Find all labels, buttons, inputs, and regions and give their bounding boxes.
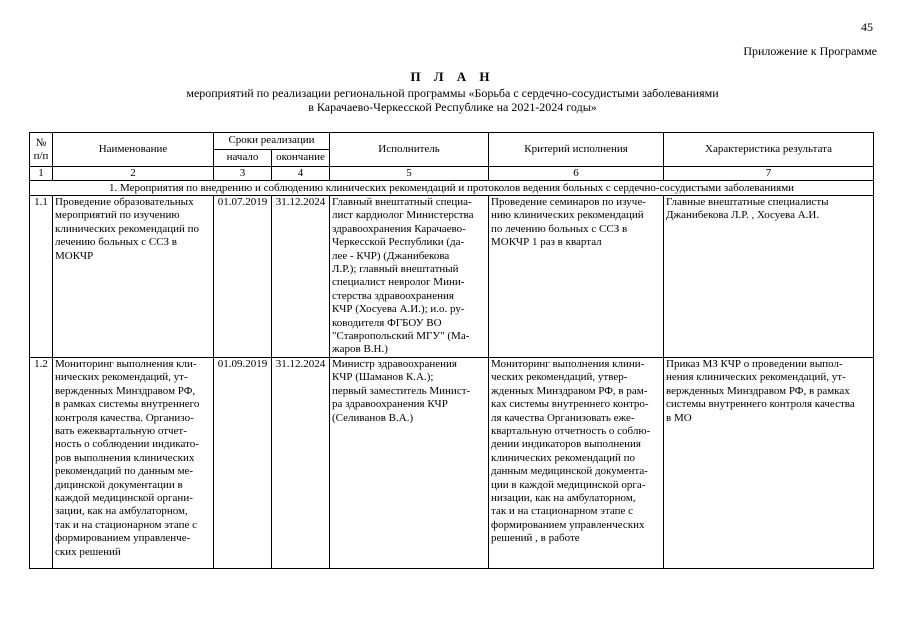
row-start: 01.09.2019 (214, 357, 272, 568)
col-number: 6 (489, 167, 664, 181)
header-terms: Сроки реализации (214, 133, 330, 150)
section-title: 1. Мероприятия по внедрению и соблюдению клинических рекомендаций и протоколов ведения больных с сердечно-сосудистыми заболеваниями (30, 181, 874, 196)
document-subtitle-line-1: мероприятий по реализации региональной программы «Борьба с сердечно-сосудистыми заболеваниями (186, 86, 719, 100)
table-row (30, 357, 874, 568)
header-criterion: Критерий исполнения (489, 133, 664, 167)
document-subtitle-line-2: в Карачаево-Черкесской Республике на 2021-2024 годы» (308, 100, 597, 114)
col-number: 5 (330, 167, 489, 181)
header-start: начало (214, 150, 272, 167)
row-criterion: Проведение семинаров по изуче- нию клинических рекомендаций по лечению больных с ССЗ в МОКЧР 1 раз в квартал (489, 196, 664, 358)
row-end: 31.12.2024 (272, 357, 330, 568)
row-name: Мониторинг выполнения кли- нических рекомендаций, ут- вержденных Минздравом РФ, в рамках системы внутреннего контроля качества. Организо- вать ежеквартальную отчет- ность о соблюдении индикато- ров выполнения клинических рекомендаций по данным ме- дицинской документации в каждой медицинской органи- зации, как на амбулаторном, так и на стационарном этапе с формированием управленче- ских решений (53, 357, 214, 568)
table-row (30, 196, 874, 358)
row-result: Главные внештатные специалисты Джанибекова Л.Р. , Хосуева А.И. (664, 196, 874, 358)
row-result: Приказ МЗ КЧР о проведении выпол- нения клинических рекомендаций, ут- вержденных Минздравом РФ, в рамках системы внутреннего контроля качества в МО (664, 357, 874, 568)
row-number: 1.2 (30, 357, 53, 568)
header-executor: Исполнитель (330, 133, 489, 167)
col-number: 4 (272, 167, 330, 181)
appendix-label: Приложение к Программе (743, 44, 877, 58)
column-number-row (30, 167, 874, 181)
col-number: 1 (30, 167, 53, 181)
header-result: Характеристика результата (664, 133, 874, 167)
plan-table (29, 132, 874, 569)
col-number: 3 (214, 167, 272, 181)
col-number: 7 (664, 167, 874, 181)
header-num: № п/п (30, 133, 53, 167)
row-number: 1.1 (30, 196, 53, 358)
header-row-1 (30, 133, 874, 150)
col-number: 2 (53, 167, 214, 181)
section-row (30, 181, 874, 196)
page-number: 45 (861, 20, 873, 34)
row-end: 31.12.2024 (272, 196, 330, 358)
row-executor: Главный внештатный специа- лист кардиолог Министерства здравоохранения Карачаево- Черкесской Республики (да- лее - КЧР) (Джанибекова Л.Р.); главный внештатный специалист невролог Мини- стерства здравоохранения КЧР (Хосуева А.И.); и.о. ру- ководителя ФГБОУ ВО "Ставропольский МГУ" (Ма- жаров В.Н.) (330, 196, 489, 358)
row-start: 01.07.2019 (214, 196, 272, 358)
header-end: окончание (272, 150, 330, 167)
document-title: П Л А Н (410, 69, 495, 84)
header-name: Наименование (53, 133, 214, 167)
row-executor: Министр здравоохранения КЧР (Шаманов К.А.); первый заместитель Минист- ра здравоохранения КЧР (Селиванов В.А.) (330, 357, 489, 568)
row-name: Проведение образовательных мероприятий по изучению клинических рекомендаций по лечению больных с ССЗ в МОКЧР (53, 196, 214, 358)
row-criterion: Мониторинг выполнения клини- ческих рекомендаций, утвер- жденных Минздравом РФ, в рам- ках системы внутреннего контро- ля качества Организовать еже- квартальную отчетность о соблю- дении индикаторов выполнения клинических рекомендаций по данным медицинской документа- ции в каждой медицинской орга- низации, как на амбулаторном, так и на стационарном этапе с формированием управленческих решений , в работе (489, 357, 664, 568)
